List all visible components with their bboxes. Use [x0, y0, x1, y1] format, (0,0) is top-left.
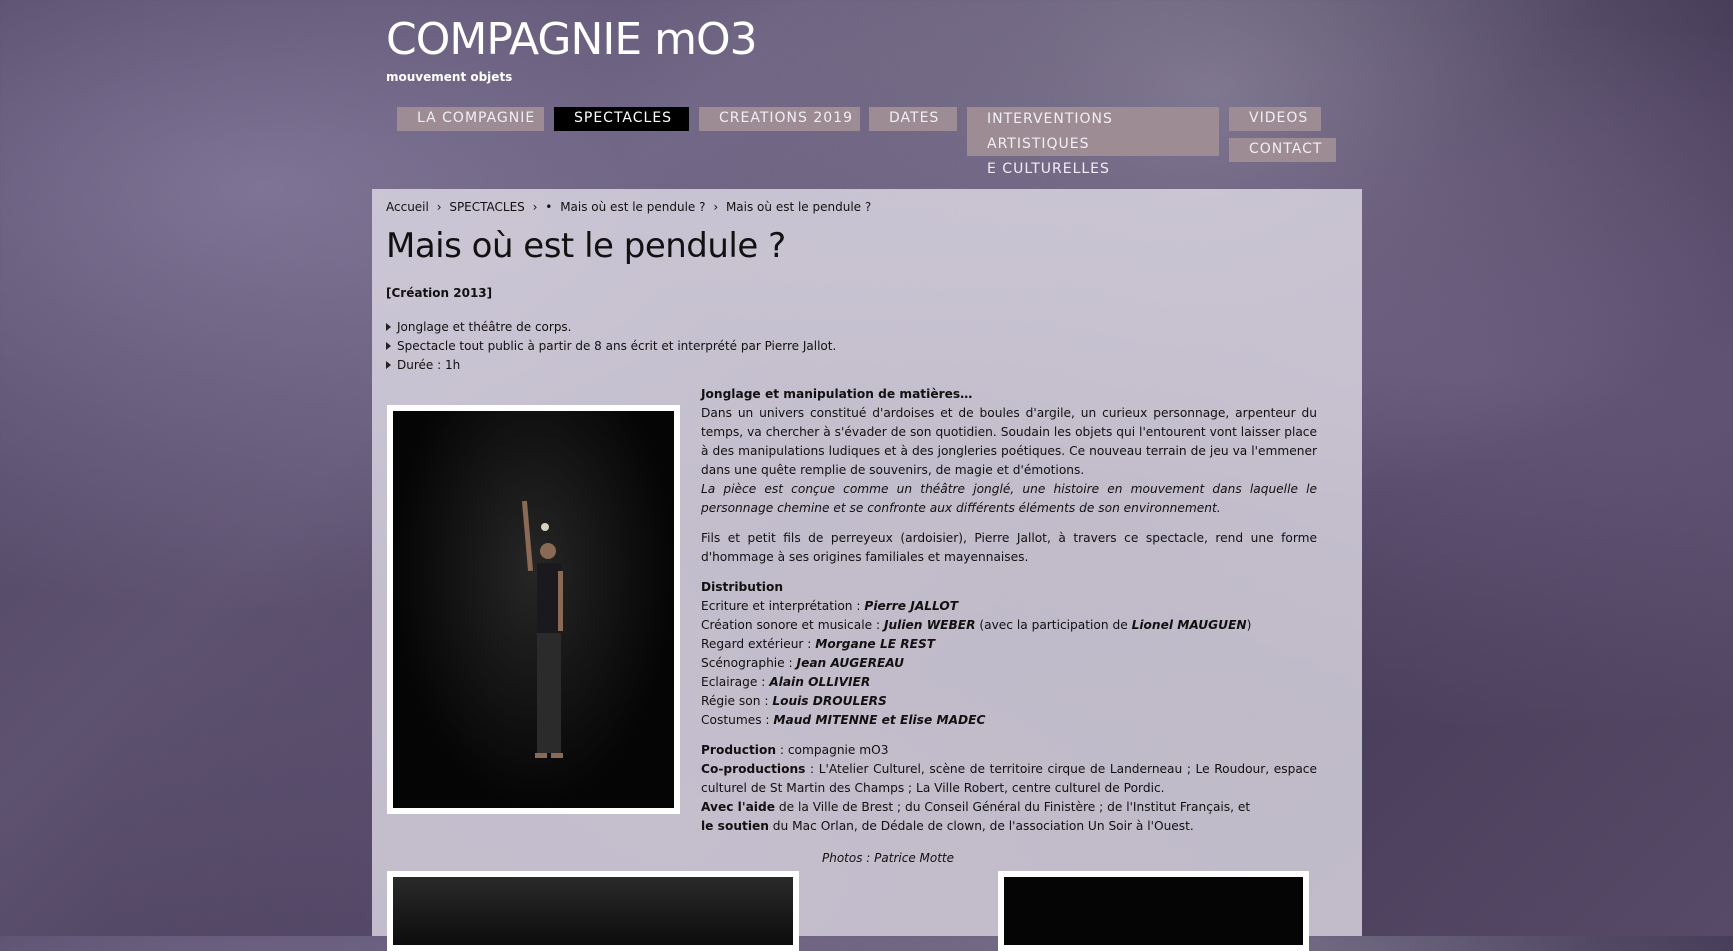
- nav-interventions[interactable]: [967, 107, 1219, 177]
- breadcrumb-current: Mais où est le pendule ?: [725, 200, 872, 214]
- list-item-text: Spectacle tout public à partir de 8 ans écrit et interprété par Pierre Jallot.: [397, 338, 837, 353]
- description-italic: La pièce est conçue comme un théâtre jonglé, une histoire en mouvement dans laquelle le personnage chemine et se confronte aux différents éléments de son environnement.: [701, 482, 1317, 515]
- breadcrumb-bullet: •: [545, 200, 553, 214]
- nav-interventions-line1: INTERVENTIONS ARTISTIQUES: [987, 111, 1113, 152]
- nav-dates[interactable]: DATES: [869, 107, 957, 131]
- lead-text: Jonglage et manipulation de matières…: [701, 387, 973, 401]
- production-line: Production : compagnie mO3: [701, 743, 889, 757]
- main-photo[interactable]: [387, 405, 680, 814]
- credit-line: Regard extérieur : Morgane LE REST: [701, 637, 936, 651]
- breadcrumb: [386, 200, 875, 214]
- breadcrumb-separator: ›: [713, 200, 719, 214]
- bullet-arrow-icon: [386, 361, 391, 369]
- gallery-photo-left[interactable]: [387, 871, 799, 951]
- brand[interactable]: [386, 14, 757, 84]
- soutien-line: le soutien du Mac Orlan, de Dédale de clown, de l'association Un Soir à l'Ouest.: [701, 819, 1194, 833]
- site-title[interactable]: COMPAGNIE mO3: [386, 14, 757, 65]
- breadcrumb-home[interactable]: Accueil: [386, 200, 429, 214]
- creation-label: [Création 2013]: [386, 286, 493, 300]
- credit-line: Eclairage : Alain OLLIVIER: [701, 675, 871, 689]
- bullet-arrow-icon: [386, 323, 391, 331]
- breadcrumb-separator: ›: [436, 200, 442, 214]
- nav-interventions-line2: E CULTURELLES: [987, 161, 1110, 177]
- list-item-text: Durée : 1h: [397, 357, 461, 372]
- credit-line: Ecriture et interprétation : Pierre JALLOT: [701, 599, 959, 613]
- bullet-arrow-icon: [386, 342, 391, 350]
- site-subtitle: mouvement objets: [386, 70, 513, 84]
- list-item: [386, 355, 836, 374]
- list-item: [386, 336, 836, 355]
- nav-spectacles[interactable]: SPECTACLES: [554, 107, 689, 131]
- photos-credit: Photos : Patrice Motte: [822, 851, 954, 865]
- breadcrumb-section[interactable]: SPECTACLES: [449, 200, 525, 214]
- nav-contact[interactable]: CONTACT: [1229, 138, 1336, 162]
- page-title: Mais où est le pendule ?: [386, 226, 786, 266]
- credit-line: Scénographie : Jean AUGEREAU: [701, 656, 905, 670]
- distribution-title: Distribution: [701, 580, 784, 594]
- credit-line: Régie son : Louis DROULERS: [701, 694, 887, 708]
- list-item-text: Jonglage et théâtre de corps.: [397, 319, 572, 334]
- description: [701, 385, 1317, 836]
- credit-line: Costumes : Maud MITENNE et Elise MADEC: [701, 713, 986, 727]
- coproduction-line: Co-productions : L'Atelier Culturel, scène de territoire cirque de Landerneau ; Le Roudour, espace culturel de St Martin des Champs ; La Ville Robert, centre culturel de Pordic.: [701, 762, 1317, 795]
- heritage-paragraph: Fils et petit fils de perreyeux (ardoisier), Pierre Jallot, à travers ce spectacle, rend une forme d'hommage à ses origines familiales et mayennaises.: [701, 531, 1317, 564]
- nav-la-compagnie[interactable]: LA COMPAGNIE: [397, 107, 544, 131]
- credit-line: Création sonore et musicale : Julien WEBER (avec la participation de Lionel MAUGUEN): [701, 618, 1252, 632]
- description-paragraph: Dans un univers constitué d'ardoises et de boules d'argile, un curieux personnage, arpenteur du temps, va chercher à s'évader de son quotidien. Soudain les objets qui l'entourent vont laisser place à des manipulations ludiques et à des jongleries poétiques. Ce nouveau terrain de jeu va l'emmener dans une quête remplie de souvenirs, de magie et d'émotions.: [701, 406, 1317, 477]
- list-item: [386, 317, 836, 336]
- juggler-figure: [521, 491, 571, 771]
- nav-videos[interactable]: VIDEOS: [1229, 107, 1321, 131]
- aide-line: Avec l'aide de la Ville de Brest ; du Conseil Général du Finistère ; de l'Institut Français, et: [701, 800, 1251, 814]
- info-list: [386, 317, 836, 374]
- gallery-photo-right[interactable]: [998, 871, 1309, 951]
- breadcrumb-separator: ›: [532, 200, 538, 214]
- breadcrumb-sub[interactable]: Mais où est le pendule ?: [560, 200, 706, 214]
- nav-creations-2019[interactable]: CREATIONS 2019: [699, 107, 860, 131]
